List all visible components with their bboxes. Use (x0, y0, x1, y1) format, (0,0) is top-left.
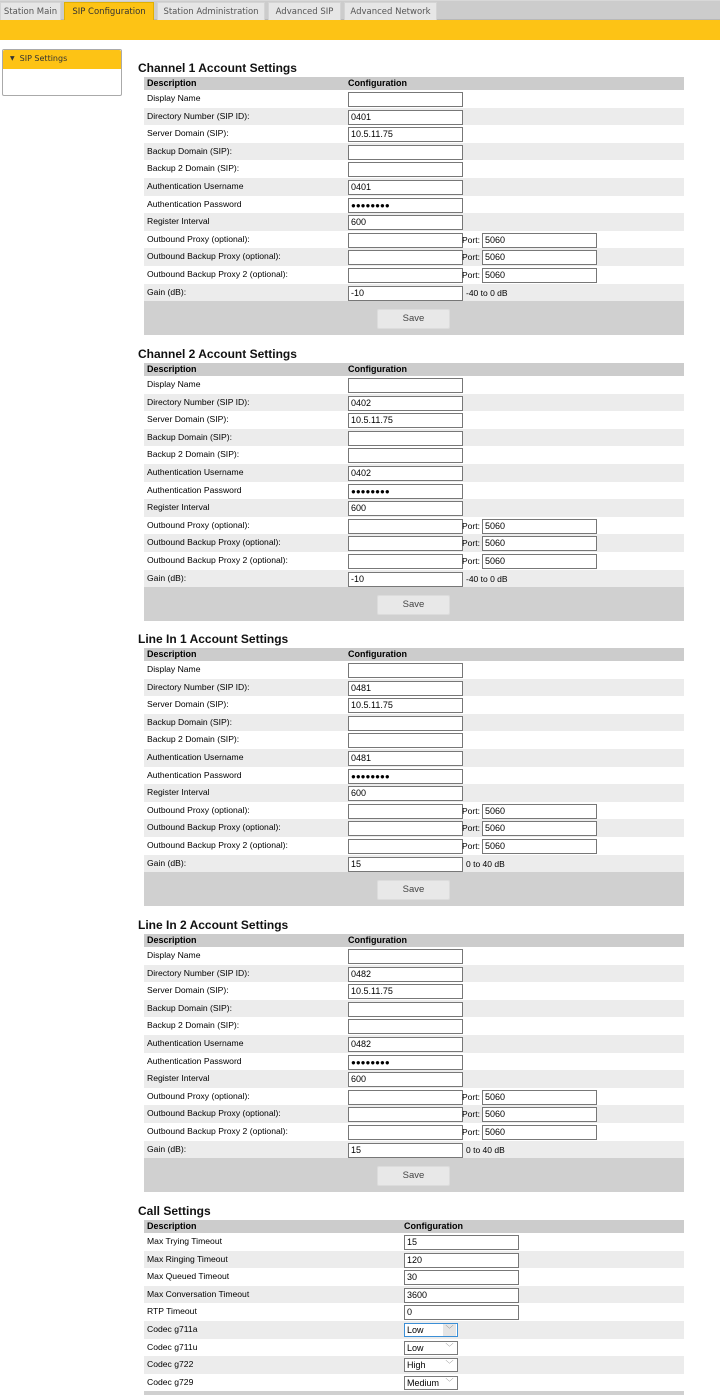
display-name-input[interactable] (348, 378, 463, 393)
label: Outbound Backup Proxy 2 (optional): (147, 1125, 288, 1136)
backup-domain-input[interactable] (348, 431, 463, 446)
outbound-proxy-port-input[interactable]: 5060 (482, 233, 597, 248)
outbound-proxy-port-input[interactable]: 5060 (482, 1090, 597, 1105)
label: Register Interval (147, 502, 210, 513)
label: Backup Domain (SIP): (147, 145, 233, 156)
row-auth-password (144, 1053, 684, 1071)
port-label: Port: (462, 538, 480, 549)
tab-station-main[interactable]: Station Main (0, 2, 61, 21)
label: Backup 2 Domain (SIP): (147, 1020, 240, 1031)
label: Display Name (147, 379, 201, 389)
table-header (144, 363, 684, 376)
auth-username-input[interactable]: 0401 (348, 180, 463, 195)
directory-number-input[interactable]: 0401 (348, 110, 463, 125)
row-outbound-backup-proxy2 (144, 1123, 684, 1141)
settings-table (144, 363, 684, 621)
sidebar-item-sip-settings[interactable] (3, 50, 121, 69)
gain-input[interactable]: 15 (348, 857, 463, 872)
label: Backup 2 Domain (SIP): (147, 449, 240, 460)
header-description: Description (147, 1221, 197, 1231)
label: Authentication Username (147, 180, 244, 191)
row-gain (144, 855, 684, 873)
label: Display Name (147, 950, 201, 960)
label: Register Interval (147, 787, 210, 798)
header-description: Description (147, 364, 197, 374)
server-domain-input[interactable]: 10.5.11.75 (348, 127, 463, 142)
directory-number-input[interactable]: 0482 (348, 967, 463, 982)
call-setting-row (144, 1233, 684, 1251)
row-auth-password (144, 482, 684, 500)
display-name-input[interactable] (348, 663, 463, 678)
max-trying-timeout-input[interactable]: 15 (404, 1235, 519, 1250)
outbound-backup-proxy-port-input[interactable]: 5060 (482, 536, 597, 551)
table-footer-bar (144, 1391, 684, 1395)
account-section-1 (138, 60, 684, 335)
label: Outbound Backup Proxy 2 (optional): (147, 554, 288, 565)
triangle-down-icon: ▼ (10, 55, 15, 62)
label: Server Domain (SIP): (147, 128, 229, 139)
outbound-backup-proxy-port-input[interactable]: 5060 (482, 250, 597, 265)
gain-range-hint: 0 to 40 dB (466, 858, 505, 869)
row-outbound-backup-proxy (144, 819, 684, 837)
label: Outbound Backup Proxy (optional): (147, 251, 281, 262)
port-label: Port: (462, 840, 480, 851)
row-server-domain (144, 982, 684, 1000)
label: Gain (dB): (147, 857, 187, 868)
row-display-name (144, 376, 684, 394)
call-setting-row (144, 1321, 684, 1339)
outbound-proxy-input[interactable] (348, 1090, 463, 1105)
label: Authentication Username (147, 751, 244, 762)
label: Max Ringing Timeout (147, 1253, 228, 1264)
display-name-input[interactable] (348, 92, 463, 107)
outbound-proxy-port-input[interactable]: 5060 (482, 519, 597, 534)
row-outbound-backup-proxy (144, 248, 684, 266)
save-button[interactable]: Save (377, 1166, 450, 1186)
row-backup-domain (144, 714, 684, 732)
outbound-proxy-port-input[interactable]: 5060 (482, 804, 597, 819)
row-auth-username (144, 1035, 684, 1053)
save-bar (144, 301, 684, 335)
directory-number-input[interactable]: 0402 (348, 396, 463, 411)
call-setting-row (144, 1251, 684, 1269)
tab-advanced-network[interactable]: Advanced Network (344, 2, 437, 21)
codec-g711u-select[interactable] (404, 1341, 458, 1355)
chevron-down-icon: ﹀ (445, 1360, 454, 1370)
header-configuration: Configuration (348, 78, 407, 88)
row-outbound-backup-proxy (144, 1105, 684, 1123)
row-auth-password (144, 767, 684, 785)
header-description: Description (147, 935, 197, 945)
section-title: Channel 2 Account Settings (138, 347, 297, 361)
auth-password-input[interactable]: ●●●●●●●● (348, 484, 463, 499)
auth-username-input[interactable]: 0482 (348, 1037, 463, 1052)
label: Gain (dB): (147, 1143, 187, 1154)
auth-username-input[interactable]: 0481 (348, 751, 463, 766)
settings-table (144, 648, 684, 906)
outbound-backup-proxy-port-input[interactable]: 5060 (482, 821, 597, 836)
label: Authentication Username (147, 466, 244, 477)
label: Outbound Backup Proxy (optional): (147, 822, 281, 833)
tab-station-administration[interactable]: Station Administration (157, 2, 265, 21)
call-setting-row (144, 1268, 684, 1286)
label: Codec g711a (147, 1323, 198, 1334)
label: Directory Number (SIP ID): (147, 110, 250, 121)
row-server-domain (144, 125, 684, 143)
gain-input[interactable]: 15 (348, 1143, 463, 1158)
row-backup-domain (144, 429, 684, 447)
max-conversation-timeout-input[interactable]: 3600 (404, 1288, 519, 1303)
outbound-backup-proxy2-port-input[interactable]: 5060 (482, 268, 597, 283)
top-tab-bar (0, 0, 720, 20)
label: RTP Timeout (147, 1306, 197, 1317)
port-label: Port: (462, 1109, 480, 1120)
label: Authentication Password (147, 769, 242, 780)
port-label: Port: (462, 252, 480, 263)
row-register-interval (144, 499, 684, 517)
label: Max Trying Timeout (147, 1236, 222, 1246)
row-outbound-proxy (144, 517, 684, 535)
max-queued-timeout-input[interactable]: 30 (404, 1270, 519, 1285)
label: Directory Number (SIP ID): (147, 681, 250, 692)
label: Outbound Backup Proxy (optional): (147, 537, 281, 548)
row-auth-password (144, 196, 684, 214)
section-title: Channel 1 Account Settings (138, 61, 297, 75)
selected-value: Medium (407, 1377, 440, 1388)
label: Directory Number (SIP ID): (147, 967, 250, 978)
label: Authentication Password (147, 1055, 242, 1066)
auth-username-input[interactable]: 0402 (348, 466, 463, 481)
codec-g722-select[interactable] (404, 1358, 458, 1372)
settings-table (144, 77, 684, 335)
auth-password-input[interactable]: ●●●●●●●● (348, 198, 463, 213)
label: Backup Domain (SIP): (147, 716, 233, 727)
outbound-backup-proxy-input[interactable] (348, 1107, 463, 1122)
outbound-backup-proxy2-input[interactable] (348, 1125, 463, 1140)
header-description: Description (147, 78, 197, 88)
label: Outbound Proxy (optional): (147, 804, 250, 815)
save-button[interactable]: Save (377, 880, 450, 900)
rtp-timeout-input[interactable]: 0 (404, 1305, 519, 1320)
table-header (144, 1220, 684, 1233)
label: Outbound Proxy (optional): (147, 1090, 250, 1101)
sidebar (2, 49, 122, 96)
gain-range-hint: 0 to 40 dB (466, 1144, 505, 1155)
row-display-name (144, 90, 684, 108)
backup-domain-input[interactable] (348, 1002, 463, 1017)
server-domain-input[interactable]: 10.5.11.75 (348, 984, 463, 999)
row-display-name (144, 947, 684, 965)
save-bar (144, 587, 684, 621)
call-setting-row (144, 1303, 684, 1321)
label: Register Interval (147, 216, 210, 227)
label: Backup 2 Domain (SIP): (147, 163, 240, 174)
label: Outbound Backup Proxy 2 (optional): (147, 839, 288, 850)
outbound-backup-proxy2-input[interactable] (348, 268, 463, 283)
port-label: Port: (462, 805, 480, 816)
outbound-backup-proxy2-input[interactable] (348, 839, 463, 854)
chevron-down-icon: ﹀ (445, 1377, 454, 1387)
row-directory-number (144, 679, 684, 697)
row-gain (144, 1141, 684, 1159)
label: Gain (dB): (147, 286, 187, 297)
label: Outbound Backup Proxy 2 (optional): (147, 268, 288, 279)
register-interval-input[interactable]: 600 (348, 786, 463, 801)
register-interval-input[interactable]: 600 (348, 215, 463, 230)
header-configuration: Configuration (348, 364, 407, 374)
label: Display Name (147, 93, 201, 103)
port-label: Port: (462, 823, 480, 834)
call-setting-row (144, 1356, 684, 1374)
row-directory-number (144, 965, 684, 983)
table-header (144, 934, 684, 947)
save-button[interactable]: Save (377, 595, 450, 615)
row-outbound-backup-proxy2 (144, 837, 684, 855)
row-outbound-proxy (144, 802, 684, 820)
call-settings-table (144, 1220, 684, 1395)
row-auth-username (144, 464, 684, 482)
label: Max Queued Timeout (147, 1271, 230, 1282)
row-auth-username (144, 178, 684, 196)
save-bar (144, 1158, 684, 1192)
backup2-domain-input[interactable] (348, 1019, 463, 1034)
outbound-backup-proxy-port-input[interactable]: 5060 (482, 1107, 597, 1122)
label: Codec g722 (147, 1359, 194, 1370)
outbound-backup-proxy-input[interactable] (348, 821, 463, 836)
register-interval-input[interactable]: 600 (348, 501, 463, 516)
outbound-backup-proxy2-port-input[interactable]: 5060 (482, 839, 597, 854)
section-title: Call Settings (138, 1204, 211, 1218)
label: Register Interval (147, 1073, 210, 1084)
header-description: Description (147, 649, 197, 659)
header-configuration: Configuration (404, 1221, 463, 1231)
save-button[interactable]: Save (377, 309, 450, 329)
label: Server Domain (SIP): (147, 985, 229, 996)
codec-g729-select[interactable] (404, 1376, 458, 1390)
label: Outbound Proxy (optional): (147, 519, 250, 530)
backup-domain-input[interactable] (348, 716, 463, 731)
gain-input[interactable]: -10 (348, 572, 463, 587)
directory-number-input[interactable]: 0481 (348, 681, 463, 696)
port-label: Port: (462, 234, 480, 245)
label: Backup Domain (SIP): (147, 431, 233, 442)
label: Directory Number (SIP ID): (147, 396, 250, 407)
call-setting-row (144, 1286, 684, 1304)
outbound-proxy-input[interactable] (348, 519, 463, 534)
row-backup2-domain (144, 731, 684, 749)
account-section-2 (138, 346, 684, 621)
outbound-proxy-input[interactable] (348, 233, 463, 248)
label: Server Domain (SIP): (147, 699, 229, 710)
row-display-name (144, 661, 684, 679)
chevron-down-icon: ﹀ (443, 1324, 456, 1336)
label: Max Conversation Timeout (147, 1288, 250, 1299)
row-server-domain (144, 411, 684, 429)
call-setting-row (144, 1339, 684, 1357)
backup-domain-input[interactable] (348, 145, 463, 160)
account-section-4 (138, 917, 684, 1192)
sidebar-item-label: SIP Settings (19, 54, 68, 63)
selected-value: Low (407, 1342, 424, 1353)
account-section-3 (138, 631, 684, 906)
row-directory-number (144, 394, 684, 412)
row-outbound-backup-proxy (144, 534, 684, 552)
port-label: Port: (462, 1126, 480, 1137)
gain-input[interactable]: -10 (348, 286, 463, 301)
label: Authentication Username (147, 1037, 244, 1048)
row-outbound-backup-proxy2 (144, 552, 684, 570)
server-domain-input[interactable]: 10.5.11.75 (348, 698, 463, 713)
port-label: Port: (462, 269, 480, 280)
selected-value: Low (407, 1324, 424, 1335)
backup2-domain-input[interactable] (348, 448, 463, 463)
server-domain-input[interactable]: 10.5.11.75 (348, 413, 463, 428)
backup2-domain-input[interactable] (348, 733, 463, 748)
label: Backup Domain (SIP): (147, 1002, 233, 1013)
header-configuration: Configuration (348, 649, 407, 659)
row-register-interval (144, 784, 684, 802)
codec-g711a-select[interactable] (404, 1323, 458, 1337)
row-register-interval (144, 213, 684, 231)
row-backup2-domain (144, 160, 684, 178)
row-server-domain (144, 696, 684, 714)
row-backup-domain (144, 143, 684, 161)
port-label: Port: (462, 555, 480, 566)
row-outbound-proxy (144, 1088, 684, 1106)
row-backup-domain (144, 1000, 684, 1018)
label: Authentication Password (147, 198, 242, 209)
label: Server Domain (SIP): (147, 414, 229, 425)
label: Backup 2 Domain (SIP): (147, 734, 240, 745)
row-register-interval (144, 1070, 684, 1088)
label: Outbound Proxy (optional): (147, 233, 250, 244)
row-outbound-backup-proxy2 (144, 266, 684, 284)
table-header (144, 648, 684, 661)
outbound-backup-proxy2-input[interactable] (348, 554, 463, 569)
port-label: Port: (462, 1091, 480, 1102)
port-label: Port: (462, 520, 480, 531)
outbound-backup-proxy-input[interactable] (348, 536, 463, 551)
tab-sip-configuration[interactable]: SIP Configuration (64, 2, 154, 23)
chevron-down-icon: ﹀ (445, 1342, 454, 1352)
outbound-proxy-input[interactable] (348, 804, 463, 819)
call-settings-section (138, 1203, 684, 1395)
label: Outbound Backup Proxy (optional): (147, 1108, 281, 1119)
backup2-domain-input[interactable] (348, 162, 463, 177)
label: Codec g711u (147, 1341, 198, 1352)
auth-password-input[interactable]: ●●●●●●●● (348, 769, 463, 784)
tab-advanced-sip[interactable]: Advanced SIP (268, 2, 341, 21)
row-outbound-proxy (144, 231, 684, 249)
section-title: Line In 1 Account Settings (138, 632, 289, 646)
call-setting-row (144, 1374, 684, 1392)
gain-range-hint: -40 to 0 dB (466, 573, 508, 584)
row-backup2-domain (144, 1017, 684, 1035)
max-ringing-timeout-input[interactable]: 120 (404, 1253, 519, 1268)
label: Display Name (147, 664, 201, 674)
save-bar (144, 872, 684, 906)
label: Codec g729 (147, 1376, 194, 1387)
header-configuration: Configuration (348, 935, 407, 945)
label: Gain (dB): (147, 572, 187, 583)
row-gain (144, 570, 684, 588)
label: Authentication Password (147, 484, 242, 495)
row-backup2-domain (144, 446, 684, 464)
accent-bar (0, 20, 720, 40)
register-interval-input[interactable]: 600 (348, 1072, 463, 1087)
row-directory-number (144, 108, 684, 126)
gain-range-hint: -40 to 0 dB (466, 287, 508, 298)
selected-value: High (407, 1360, 426, 1371)
outbound-backup-proxy-input[interactable] (348, 250, 463, 265)
outbound-backup-proxy2-port-input[interactable]: 5060 (482, 554, 597, 569)
auth-password-input[interactable]: ●●●●●●●● (348, 1055, 463, 1070)
outbound-backup-proxy2-port-input[interactable]: 5060 (482, 1125, 597, 1140)
display-name-input[interactable] (348, 949, 463, 964)
row-gain (144, 284, 684, 302)
table-header (144, 77, 684, 90)
section-title: Line In 2 Account Settings (138, 918, 289, 932)
settings-table (144, 934, 684, 1192)
row-auth-username (144, 749, 684, 767)
